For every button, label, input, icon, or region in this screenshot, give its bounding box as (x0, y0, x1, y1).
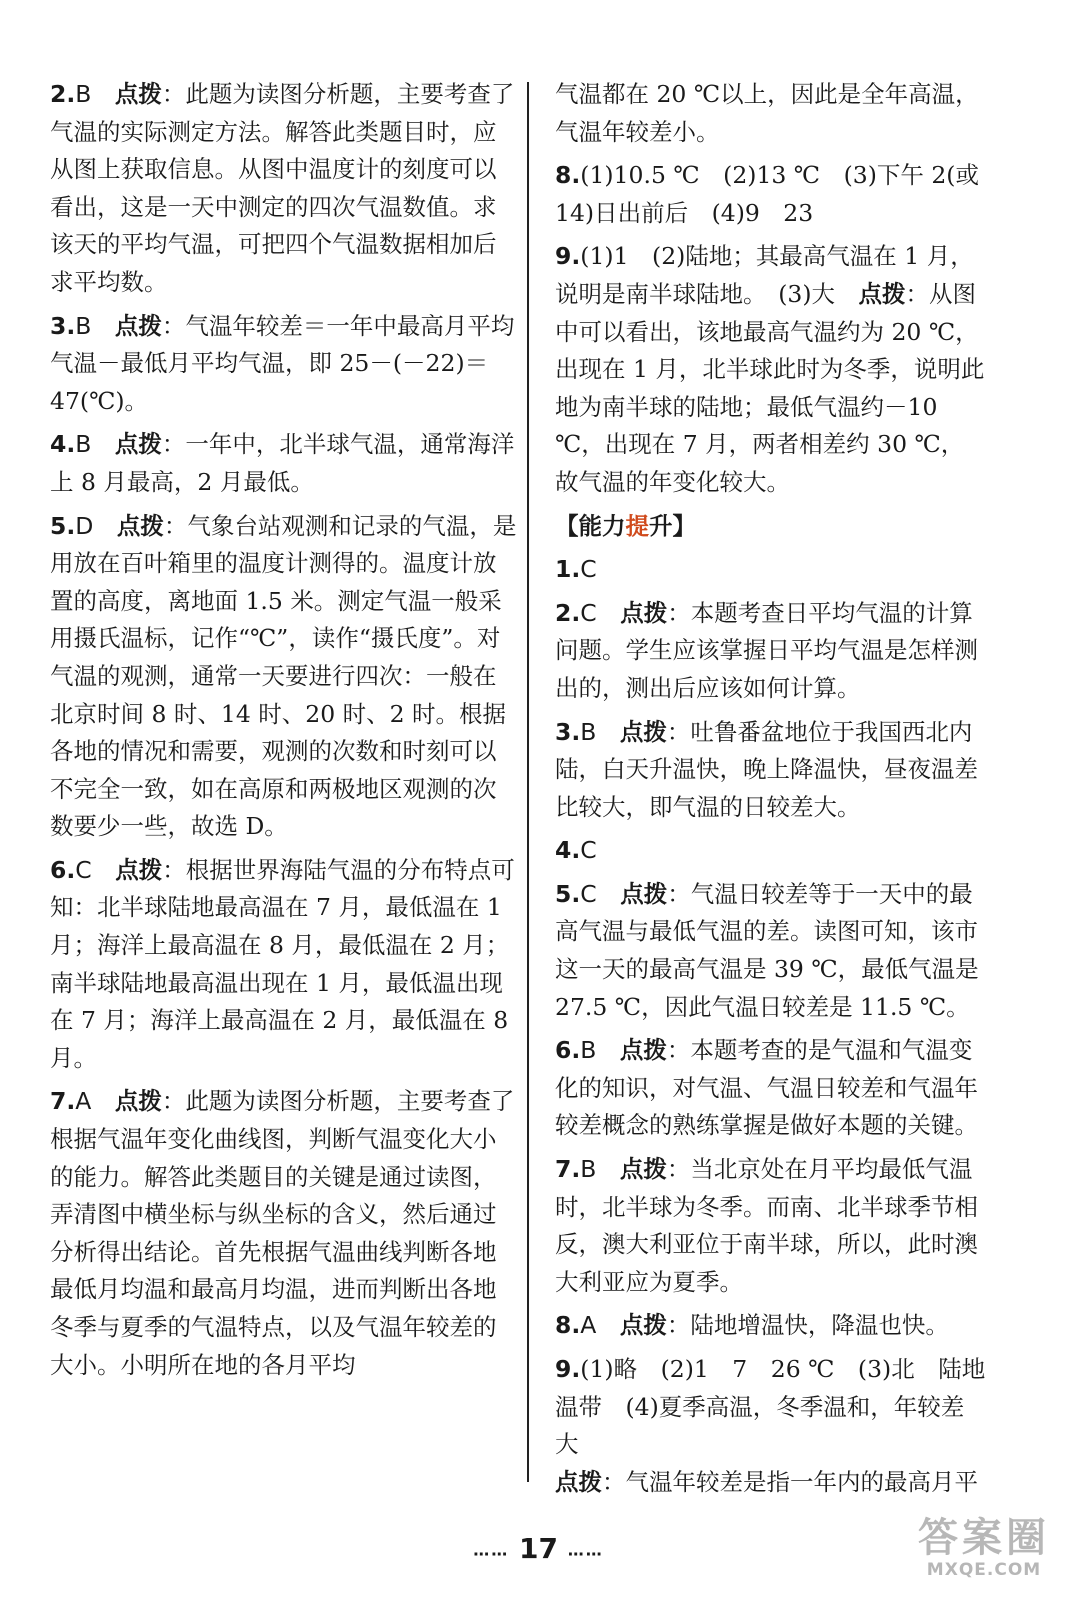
watermark-logo (909, 1516, 1059, 1586)
hint-label: 点拨 (114, 1087, 162, 1116)
answer-choice: A (75, 1087, 92, 1116)
bracket-open: 【 (555, 511, 579, 540)
ability-item-8 (555, 1307, 987, 1345)
answer-choice: B (75, 430, 92, 459)
answer-choice: B (75, 311, 92, 340)
hint-label: 点拨 (619, 717, 667, 746)
item-number: 4. (555, 836, 581, 865)
answer-choice: A (580, 1311, 597, 1340)
item-number: 8. (555, 1311, 581, 1340)
hint-label: 点拨 (114, 430, 162, 459)
footer-dots-left: …… (473, 1540, 510, 1560)
section-title-part: 能力 (578, 511, 626, 540)
answer-choice: B (580, 1036, 597, 1065)
item-number: 1. (555, 555, 581, 584)
ability-item-9 (555, 1351, 987, 1501)
answer-choice: B (580, 1155, 597, 1184)
answer-item-7 (50, 1083, 518, 1384)
item-number: 5. (555, 879, 581, 908)
ability-item-7 (555, 1151, 987, 1301)
hint-text: ：本题考查的是气温和气温变化的知识，对气温、气温日较差和气温年较差概念的熟练掌握是做好本题的关键。 (555, 1036, 978, 1140)
hint-label: 点拨 (114, 80, 162, 108)
answer-item-3 (50, 308, 518, 421)
hint-text: ：陆地增温快，降温也快。 (666, 1311, 949, 1340)
item-number: 3. (50, 311, 76, 340)
continued-text: 气温都在 20 ℃以上，因此是全年高温，气温年较差小。 (555, 80, 979, 146)
answer-text: (1)10.5 ℃ (2)13 ℃ (3)下午 2(或 14)日出前后 (4)9 23 (555, 161, 979, 227)
answer-choice: B (75, 80, 92, 108)
answer-text: (1)略 (2)1 7 26 ℃ (3)北 陆地温带 (4)夏季高温，冬季温和，年较差大 (555, 1355, 986, 1459)
answer-item-6 (50, 852, 518, 1078)
hint-label: 点拨 (114, 311, 162, 340)
answer-item-2 (50, 76, 518, 302)
answer-choice: D (75, 511, 94, 540)
item-number: 9. (555, 1355, 581, 1383)
ability-item-5 (555, 876, 987, 1026)
column-divider (527, 82, 529, 1482)
hint-text: ：当北京处在月平均最低气温时，北半球为冬季。而南、北半球季节相反，澳大利亚位于南半球，所以，此时澳大利亚应为夏季。 (555, 1155, 978, 1296)
answer-item-4 (50, 426, 518, 501)
answer-choice: C (75, 855, 92, 884)
ability-item-6 (555, 1032, 987, 1145)
item-number: 7. (555, 1155, 581, 1184)
ability-item-1 (555, 551, 987, 589)
hint-text: ：从图中可以看出，该地最高气温约为 20 ℃，出现在 1 月，北半球此时为冬季，说明此地为南半球的陆地；最低气温约－10 ℃，出现在 7 月，两者相差约 30 ℃，故气温的年变化较大。 (555, 279, 985, 496)
answer-item-7-continued (555, 76, 987, 151)
answer-choice: C (580, 879, 597, 908)
item-number: 2. (50, 80, 76, 108)
hint-text: ：此题为读图分析题，主要考查了气温的实际测定方法。解答此类题目时，应从图上获取信息。从图中温度计的刻度可以看出，这是一天中测定的四次气温数值。求该天的平均气温，可把四个气温数据相加后求平均数。 (50, 80, 515, 296)
item-number: 5. (50, 511, 76, 540)
item-number: 6. (50, 855, 76, 884)
hint-label: 点拨 (619, 1311, 667, 1340)
item-number: 9. (555, 242, 581, 271)
hint-label: 点拨 (619, 1036, 667, 1065)
hint-label: 点拨 (620, 879, 668, 908)
hint-text: ：一年中，北半球气温，通常海洋上 8 月最高，2 月最低。 (50, 430, 515, 496)
hint-label: 点拨 (116, 511, 164, 540)
hint-text: ：气温日较差等于一天中的最高气温与最低气温的差。读图可知，该市这一天的最高气温是 39 ℃，最低气温是 27.5 ℃，因此气温日较差是 11.5 ℃。 (555, 879, 979, 1021)
hint-text: ：气温年较差是指一年内的最高月平 (602, 1467, 978, 1496)
answer-text: (1)1 (2)陆地；其最高气温在 1 月，说明是南半球陆地。 (3)大 (555, 242, 974, 308)
right-column (555, 76, 987, 1507)
ability-item-2 (555, 595, 987, 708)
answer-item-9 (555, 238, 987, 501)
hint-text: ：根据世界海陆气温的分布特点可知：北半球陆地最高温在 7 月，最低温在 1 月；海洋上最高温在 8 月，最低温在 2 月；南半球陆地最高温出现在 1 月，最低温出现在 7 月；海洋上最高温在 2 月，最低温在 8 月。 (50, 855, 515, 1072)
hint-text: ：气温年较差＝一年中最高月平均气温－最低月平均气温，即 25－(－22)＝47(℃)。 (50, 311, 515, 415)
item-number: 3. (555, 717, 581, 746)
item-number: 8. (555, 161, 581, 190)
hint-label: 点拨 (619, 1155, 667, 1184)
answer-choice: B (580, 717, 597, 746)
item-number: 4. (50, 430, 76, 459)
answer-choice: C (580, 555, 597, 584)
answer-item-5 (50, 508, 518, 846)
section-title-part: 升 (649, 511, 673, 540)
hint-label: 点拨 (620, 598, 668, 627)
section-heading (555, 508, 987, 546)
answer-item-8 (555, 157, 987, 232)
answer-choice: C (580, 836, 597, 865)
hint-text: ：气象台站观测和记录的气温，是用放在百叶箱里的温度计测得的。温度计放置的高度，离地面 1.5 米。测定气温一般采用摄氏温标，记作“℃”，读作“摄氏度”。对气温的观测，通常一天要进行四次：一般在北京时间 8 时、14 时、20 时、2 时。根据各地的情况和需要，观测的次数和时刻可以不完全一致，如在高原和两极地区观测的次数要少一些，故选 D。 (50, 511, 517, 841)
hint-label: 点拨 (555, 1467, 602, 1496)
footer-dots-right: …… (567, 1540, 604, 1560)
item-number: 2. (555, 598, 581, 627)
item-number: 7. (50, 1087, 76, 1116)
bracket-close: 】 (672, 511, 696, 540)
watermark-title: 答案圈 (918, 1515, 1050, 1561)
item-number: 6. (555, 1036, 581, 1065)
hint-text: ：此题为读图分析题，主要考查了根据气温年变化曲线图，判断气温变化大小的能力。解答此类题目的关键是通过读图，弄清图中横坐标与纵坐标的含义，然后通过分析得出结论。首先根据气温曲线判断各地最低月均温和最高月均温，进而判断出各地冬季与夏季的气温特点，以及气温年较差的大小。小明所在地的各月平均 (50, 1087, 515, 1379)
hint-text: ：本题考查日平均气温的计算问题。学生应该掌握日平均气温是怎样测出的，测出后应该如何计算。 (555, 598, 978, 702)
hint-label: 点拨 (115, 855, 163, 884)
page-number: 17 (519, 1532, 558, 1565)
answer-choice: C (580, 598, 597, 627)
ability-item-3 (555, 714, 987, 827)
hint-text: ：吐鲁番盆地位于我国西北内陆，白天升温快，晚上降温快，昼夜温差比较大，即气温的日较差大。 (555, 717, 978, 821)
left-column (50, 76, 518, 1390)
hint-label: 点拨 (858, 279, 906, 308)
ability-item-4 (555, 832, 987, 870)
watermark-url: MXQE.COM (926, 1560, 1042, 1580)
section-title-accent: 提 (625, 511, 649, 540)
